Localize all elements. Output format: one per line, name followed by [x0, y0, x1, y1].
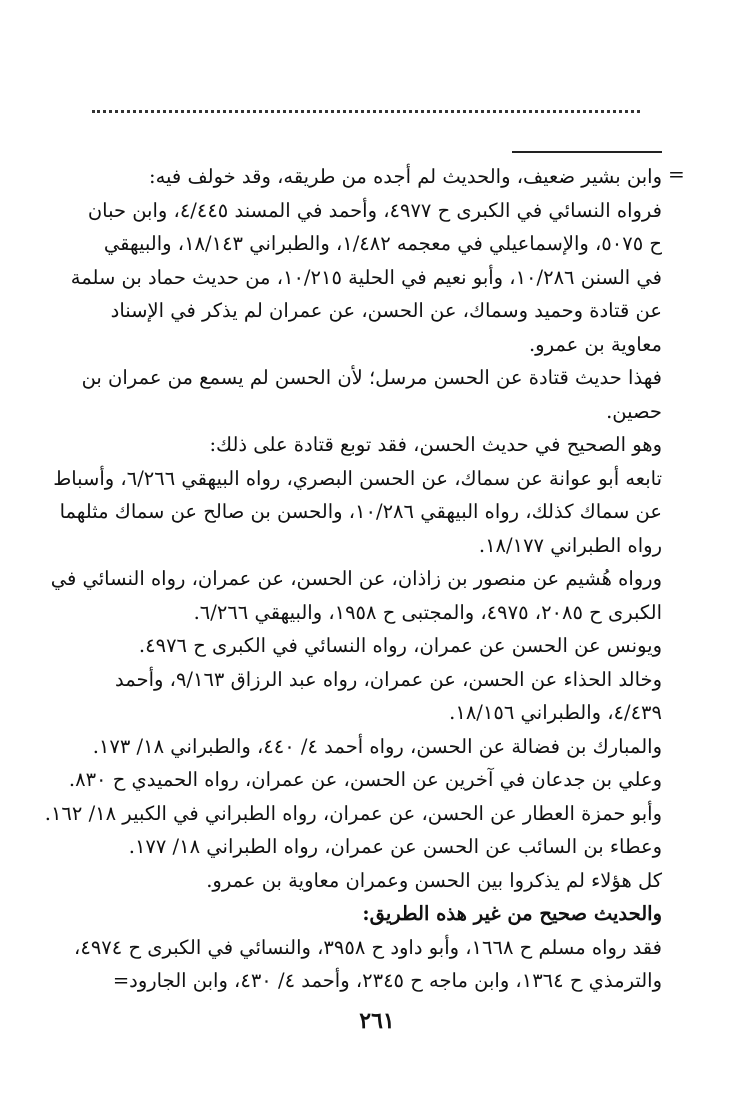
text-line: عن سماك كذلك، رواه البيهقي ١٠/٢٨٦، والحسن بن صالح عن سماك مثلهما	[59, 500, 662, 523]
text-line: رواه الطبراني ١٨/١٧٧.	[478, 533, 662, 557]
text-line: وخالد الحذاء عن الحسن، عن عمران، رواه عبد الرزاق ٩/١٦٣، وأحمد	[115, 667, 662, 691]
text-line: فرواه النسائي في الكبرى ح ٤٩٧٧، وأحمد في المسند ٤/٤٤٥، وابن حبان	[87, 198, 662, 222]
text-line: في السنن ١٠/٢٨٦، وأبو نعيم في الحلية ١٠/٢١٥، من حديث حماد بن سلمة	[70, 265, 662, 289]
text-line: وأبو حمزة العطار عن الحسن، عن عمران، رواه الطبراني في الكبير ١٨/ ١٦٢.	[44, 801, 662, 825]
text-line: وهو الصحيح في حديث الحسن، فقد توبع قتادة على ذلك:	[209, 433, 662, 456]
continuation-mark: =	[668, 162, 685, 186]
footnote-text	[44, 160, 662, 998]
text-line: ٤/٤٣٩، والطبراني ١٨/١٥٦.	[449, 701, 662, 724]
dotted-divider	[92, 110, 640, 113]
page-number: ٢٦١	[359, 1008, 395, 1034]
text-line: معاوية بن عمرو.	[528, 332, 662, 356]
text-line: الكبرى ح ٢٠٨٥، ٤٩٧٥، والمجتبى ح ١٩٥٨، والبيهقي ٦/٢٦٦.	[193, 600, 662, 624]
footnote-separator	[512, 151, 662, 153]
text-line: تابعه أبو عوانة عن سماك، عن الحسن البصري، رواه البيهقي ٦/٢٦٦، وأسباط	[53, 466, 662, 490]
text-line: والمبارك بن فضالة عن الحسن، رواه أحمد ٤/ ٤٤٠، والطبراني ١٨/ ١٧٣.	[92, 734, 662, 758]
text-line: وعطاء بن السائب عن الحسن عن عمران، رواه الطبراني ١٨/ ١٧٧.	[128, 835, 662, 858]
text-line: فهذا حديث قتادة عن الحسن مرسل؛ لأن الحسن لم يسمع من عمران بن	[81, 366, 662, 389]
text-line: ح ٥٠٧٥، والإسماعيلي في معجمه ١/٤٨٢، والطبراني ١٨/١٤٣، والبيهقي	[103, 232, 662, 255]
text-line: فقد رواه مسلم ح ١٦٦٨، وأبو داود ح ٣٩٥٨، والنسائي في الكبرى ح ٤٩٧٤،	[74, 935, 662, 959]
text-line: وعلي بن جدعان في آخرين عن الحسن، عن عمران، رواه الحميدي ح ٨٣٠.	[68, 768, 662, 791]
text-line: كل هؤلاء لم يذكروا بين الحسن وعمران معاوية بن عمرو.	[206, 868, 662, 892]
text-line: والترمذي ح ١٣٦٤، وابن ماجه ح ٢٣٤٥، وأحمد ٤/ ٤٣٠، وابن الجارود=	[112, 969, 662, 992]
text-line: عن قتادة وحميد وسماك، عن الحسن، عن عمران لم يذكر في الإسناد	[110, 299, 662, 322]
text-line: حصين.	[606, 399, 662, 423]
text-line: وابن بشير ضعيف، والحديث لم أجده من طريقه، وقد خولف فيه:	[149, 165, 662, 188]
text-line: ورواه هُشيم عن منصور بن زاذان، عن الحسن، عن عمران، رواه النسائي في	[50, 567, 662, 590]
text-line: والحديث صحيح من غير هذه الطريق:	[362, 902, 662, 925]
text-line: ويونس عن الحسن عن عمران، رواه النسائي في الكبرى ح ٤٩٧٦.	[138, 634, 662, 657]
